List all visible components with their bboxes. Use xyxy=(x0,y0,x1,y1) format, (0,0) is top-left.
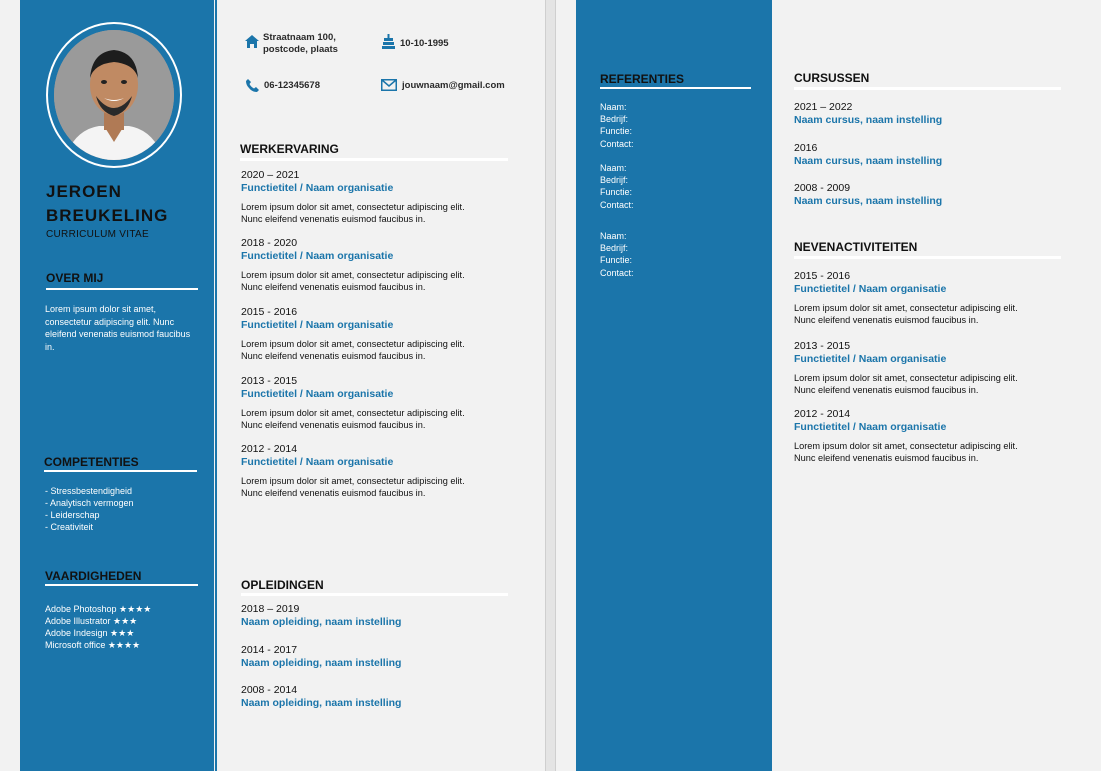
entry-period: 2008 - 2014 xyxy=(241,684,298,696)
education-entry xyxy=(241,644,531,670)
reference-entry xyxy=(600,230,634,279)
skill-item: Adobe Illustrator ★★★ xyxy=(45,616,138,626)
reference-function-label: Functie: xyxy=(600,126,633,137)
reference-contact-label: Contact: xyxy=(600,267,634,278)
entry-title: Functietitel / Naam organisatie xyxy=(794,283,947,295)
experience-entry xyxy=(241,169,531,225)
entry-title: Functietitel / Naam organisatie xyxy=(241,456,394,468)
education-entry xyxy=(241,603,531,629)
entry-title: Naam cursus, naam instelling xyxy=(794,195,943,207)
experience-entry xyxy=(241,375,531,431)
reference-name-label: Naam: xyxy=(600,231,627,241)
profile-photo-frame xyxy=(46,22,182,168)
cv-page-2 xyxy=(556,0,1101,771)
about-text: Lorem ipsum dolor sit amet, consectetur adipiscing elit. Nunc eleifend venenatis euismod faucibus in. xyxy=(45,304,191,352)
reference-company-label: Bedrijf: xyxy=(600,114,629,125)
about-heading: OVER MIJ xyxy=(46,271,104,285)
sidebar-divider-line xyxy=(215,0,217,771)
course-entry xyxy=(794,142,1084,168)
entry-period: 2012 - 2014 xyxy=(241,443,298,455)
entry-title: Naam cursus, naam instelling xyxy=(794,114,943,126)
courses-rule xyxy=(794,87,1061,90)
entry-title: Functietitel / Naam organisatie xyxy=(241,388,394,400)
home-icon xyxy=(244,34,260,49)
experience-rule xyxy=(240,158,508,161)
entry-period: 2020 – 2021 xyxy=(241,169,300,181)
entry-period: 2016 xyxy=(794,142,818,154)
description-line: Lorem ipsum dolor sit amet, consectetur adipiscing elit. xyxy=(794,441,1018,451)
competency-item: - Analytisch vermogen xyxy=(45,498,134,508)
description-line: Nunc eleifend venenatis euismod faucibus in. xyxy=(794,385,979,396)
entry-description xyxy=(241,338,531,362)
skill-item: Adobe Photoshop ★★★★ xyxy=(45,604,152,614)
entry-period: 2013 - 2015 xyxy=(794,340,851,352)
reference-entry xyxy=(600,162,634,211)
references-rule xyxy=(600,87,751,89)
competencies-heading: COMPETENTIES xyxy=(44,455,139,469)
entry-period: 2015 - 2016 xyxy=(794,270,851,282)
reference-company-label: Bedrijf: xyxy=(600,243,629,254)
side-activity-entry xyxy=(794,408,1084,464)
course-entry xyxy=(794,101,1084,127)
experience-entry xyxy=(241,237,531,293)
entry-description xyxy=(794,372,1084,396)
reference-company-label: Bedrijf: xyxy=(600,175,629,186)
reference-function-label: Functie: xyxy=(600,255,633,266)
description-line: Nunc eleifend venenatis euismod faucibus in. xyxy=(241,420,426,431)
skill-item: Adobe Indesign ★★★ xyxy=(45,628,135,638)
description-line: Lorem ipsum dolor sit amet, consectetur adipiscing elit. xyxy=(241,339,465,349)
entry-period: 2013 - 2015 xyxy=(241,375,298,387)
entry-title: Naam opleiding, naam instelling xyxy=(241,616,402,628)
entry-period: 2014 - 2017 xyxy=(241,644,298,656)
competency-item: - Creativiteit xyxy=(45,522,94,532)
sidebar xyxy=(20,0,214,771)
cv-page-1 xyxy=(0,0,545,771)
skills-rule xyxy=(45,584,198,586)
description-line: Lorem ipsum dolor sit amet, consectetur adipiscing elit. xyxy=(794,303,1018,313)
cv-subtitle: CURRICULUM VITAE xyxy=(46,229,149,240)
description-line: Lorem ipsum dolor sit amet, consectetur adipiscing elit. xyxy=(241,202,465,212)
entry-description xyxy=(241,475,531,499)
competency-item: - Stressbestendigheid xyxy=(45,486,133,496)
side-activity-entry xyxy=(794,270,1084,326)
description-line: Lorem ipsum dolor sit amet, consectetur adipiscing elit. xyxy=(241,270,465,280)
entry-period: 2018 – 2019 xyxy=(241,603,300,615)
description-line: Nunc eleifend venenatis euismod faucibus in. xyxy=(794,315,979,326)
contact-phone: 06-12345678 xyxy=(264,80,320,91)
address-line-2: postcode, plaats xyxy=(263,44,338,55)
experience-entry xyxy=(241,443,531,499)
profile-photo xyxy=(54,30,174,160)
education-heading: OPLEIDINGEN xyxy=(241,578,324,592)
side-activities-heading: NEVENACTIVITEITEN xyxy=(794,240,918,254)
contact-address xyxy=(263,32,338,56)
reference-contact-label: Contact: xyxy=(600,199,634,210)
description-line: Nunc eleifend venenatis euismod faucibus in. xyxy=(241,351,426,362)
experience-entry xyxy=(241,306,531,362)
phone-icon xyxy=(245,78,260,93)
about-rule xyxy=(46,288,198,290)
course-entry xyxy=(794,182,1084,208)
entry-period: 2012 - 2014 xyxy=(794,408,851,420)
description-line: Lorem ipsum dolor sit amet, consectetur adipiscing elit. xyxy=(241,408,465,418)
description-line: Lorem ipsum dolor sit amet, consectetur adipiscing elit. xyxy=(241,476,465,486)
skills-list xyxy=(45,603,151,651)
references-heading: REFERENTIES xyxy=(600,72,685,86)
entry-description xyxy=(241,269,531,293)
reference-name-label: Naam: xyxy=(600,102,627,112)
entry-period: 2018 - 2020 xyxy=(241,237,298,249)
competency-item: - Leiderschap xyxy=(45,510,100,520)
entry-title: Functietitel / Naam organisatie xyxy=(794,421,947,433)
description-line: Nunc eleifend venenatis euismod faucibus in. xyxy=(794,453,979,464)
entry-title: Naam opleiding, naam instelling xyxy=(241,657,402,669)
entry-description xyxy=(241,407,531,431)
competencies-list xyxy=(45,485,134,533)
entry-title: Naam cursus, naam instelling xyxy=(794,155,943,167)
entry-title: Functietitel / Naam organisatie xyxy=(241,182,394,194)
education-rule xyxy=(241,593,508,596)
description-line: Lorem ipsum dolor sit amet, consectetur adipiscing elit. xyxy=(794,373,1018,383)
competencies-rule xyxy=(44,470,197,472)
entry-period: 2021 – 2022 xyxy=(794,101,853,113)
description-line: Nunc eleifend venenatis euismod faucibus in. xyxy=(241,282,426,293)
entry-title: Functietitel / Naam organisatie xyxy=(241,319,394,331)
address-line-1: Straatnaam 100, xyxy=(263,32,336,43)
person-name xyxy=(46,180,168,228)
reference-function-label: Functie: xyxy=(600,187,633,198)
sidebar xyxy=(576,0,770,771)
contact-email: jouwnaam@gmail.com xyxy=(402,80,505,91)
entry-title: Functietitel / Naam organisatie xyxy=(794,353,947,365)
skill-item: Microsoft office ★★★★ xyxy=(45,640,141,650)
entry-description xyxy=(241,201,531,225)
courses-heading: CURSUSSEN xyxy=(794,71,870,85)
entry-period: 2008 - 2009 xyxy=(794,182,851,194)
entry-title: Naam opleiding, naam instelling xyxy=(241,697,402,709)
entry-period: 2015 - 2016 xyxy=(241,306,298,318)
email-icon xyxy=(381,79,397,91)
contact-birthdate: 10-10-1995 xyxy=(400,38,449,49)
side-activity-entry xyxy=(794,340,1084,396)
entry-title: Functietitel / Naam organisatie xyxy=(241,250,394,262)
last-name: BREUKELING xyxy=(46,206,169,225)
reference-name-label: Naam: xyxy=(600,163,627,173)
skills-heading: VAARDIGHEDEN xyxy=(45,569,142,583)
education-entry xyxy=(241,684,531,710)
first-name: JEROEN xyxy=(46,182,122,201)
portrait-illustration xyxy=(54,30,174,160)
birthday-cake-icon xyxy=(382,34,395,50)
entry-description xyxy=(794,302,1084,326)
experience-heading: WERKERVARING xyxy=(240,142,339,156)
sidebar-divider-line xyxy=(770,0,772,771)
reference-entry xyxy=(600,101,634,150)
reference-contact-label: Contact: xyxy=(600,138,634,149)
side-activities-rule xyxy=(794,256,1061,259)
description-line: Nunc eleifend venenatis euismod faucibus in. xyxy=(241,214,426,225)
description-line: Nunc eleifend venenatis euismod faucibus in. xyxy=(241,488,426,499)
entry-description xyxy=(794,440,1084,464)
